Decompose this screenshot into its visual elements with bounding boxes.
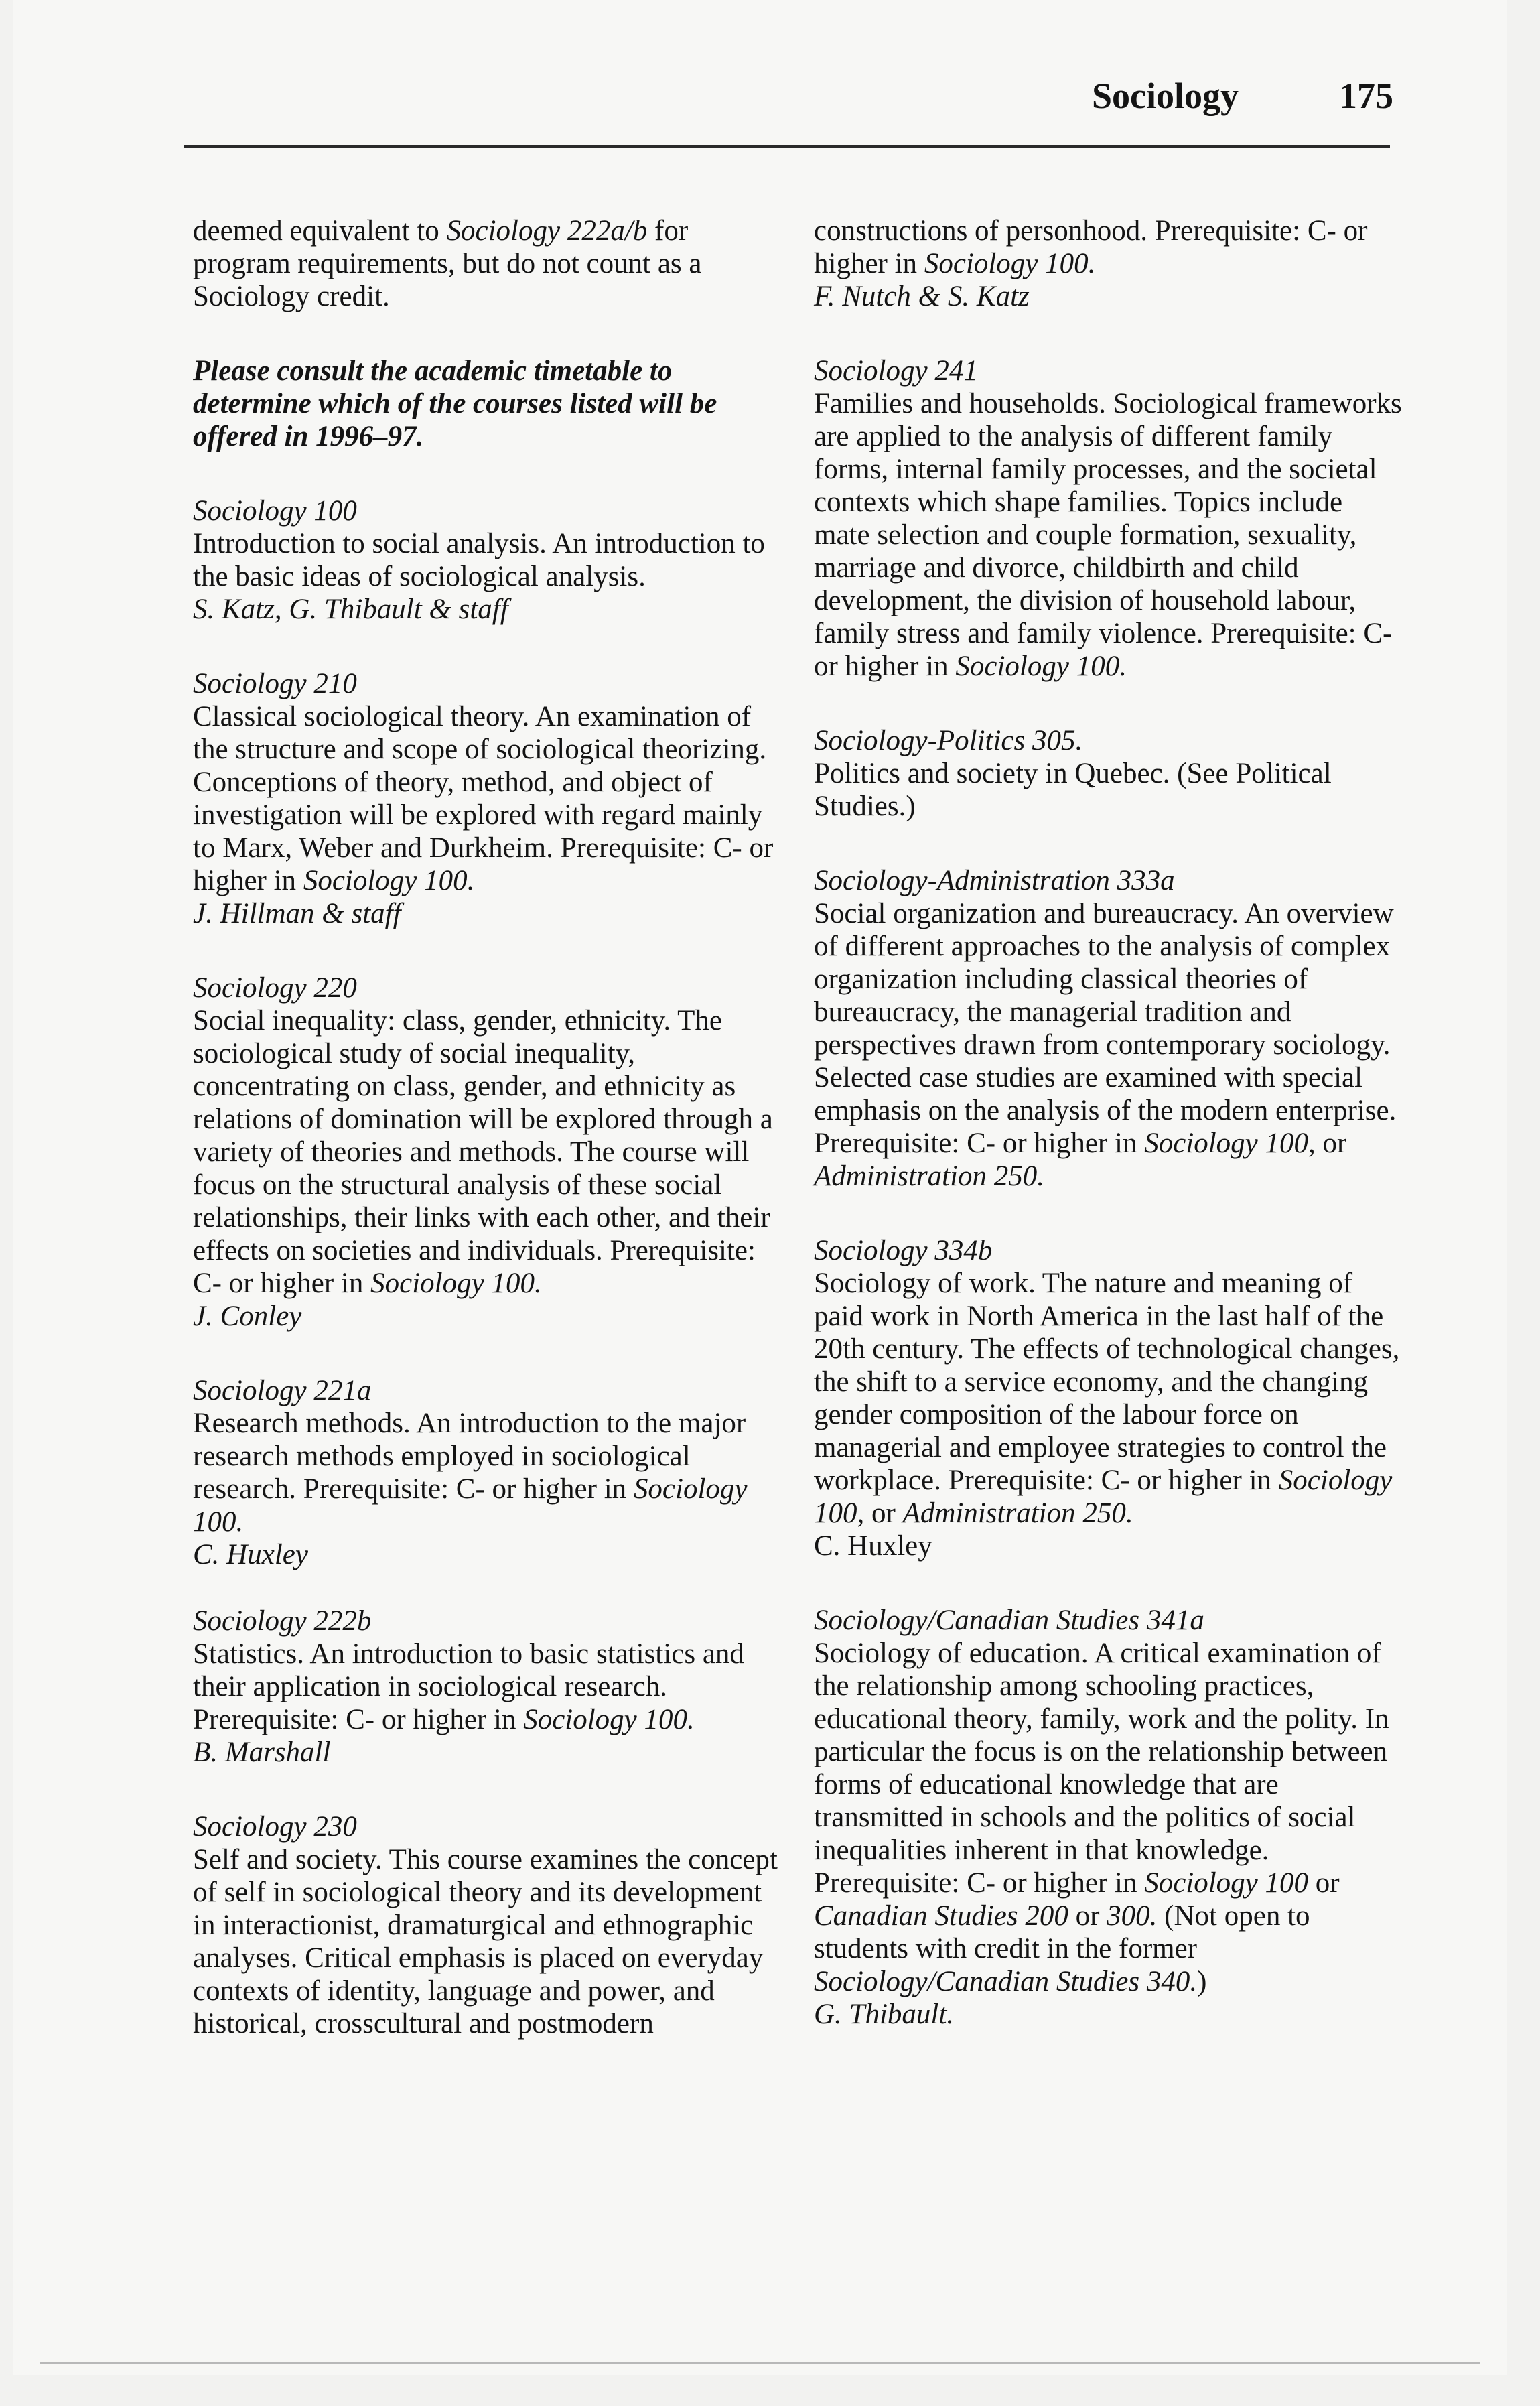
course-description: Families and households. Sociological frameworks are applied to the analysis of different family forms, internal family processes, and the societal contexts which shape families. Topics include mate selection and couple formation, sexuality, marriage and divorce, childbirth and child development, the division of household labour, family stress and family violence. Prerequisite: C- or higher in [814, 388, 1402, 682]
course-prerequisite: Sociology 100. [523, 1704, 695, 1735]
course-description: Social organization and bureaucracy. An overview of different approaches to the analysis of complex organization including classical theories of bureaucracy, the managerial tradition and perspectives drawn from contemporary sociology. Selected case studies are examined with special emphasis on the analysis of the modern enterprise. Prerequisite: C- or higher in [814, 898, 1397, 1159]
course-description: Sociology of education. A critical examination of the relationship among schooling practices, educational theory, family, work and the polity. In particular the focus is on the relationship between forms of educational knowledge that are transmitted in schools and the politics of social inequalities inherent in that knowledge. Prerequisite: C- or higher in [814, 1638, 1389, 1899]
course-note-course: Sociology/Canadian Studies 340. [814, 1966, 1198, 1997]
course-description: Statistics. An introduction to basic statistics and their application in sociological research. Prerequisite: C- or higher in [193, 1638, 744, 1735]
course-prerequisite: Administration 250. [814, 1160, 1045, 1192]
course-instructors: C. Huxley [814, 1530, 932, 1562]
course-description: Research methods. An introduction to the major research methods employed in sociological research. Prerequisite: C- or higher in [193, 1408, 746, 1505]
intro-text: deemed equivalent to [193, 215, 447, 247]
course-entry-continued [814, 214, 1403, 313]
course-text: or [1308, 1867, 1340, 1899]
course-prerequisite: Sociology 100. [955, 651, 1127, 682]
course-text: , or [857, 1497, 903, 1529]
intro-text-end: for program requirements, but do not count as a Sociology credit. [193, 215, 702, 312]
course-entry [814, 724, 1403, 823]
course-title: Sociology 100 [193, 495, 357, 527]
section-title: Sociology [1092, 76, 1239, 116]
course-title: Sociology-Administration 333a [814, 865, 1175, 896]
course-instructors: C. Huxley [193, 1539, 308, 1570]
course-title: Sociology 221a [193, 1375, 372, 1406]
intro-course: Sociology 222a/b [446, 215, 648, 247]
course-prerequisite: Sociology 100. [924, 248, 1096, 279]
course-entry [193, 972, 782, 1333]
course-entry [193, 1810, 782, 2040]
course-entry [193, 1374, 782, 1571]
course-title: Sociology 241 [814, 355, 978, 387]
course-description: Classical sociological theory. An examination of the structure and scope of sociological theorizing. Conceptions of theory, method, and object of investigation will be explored with regard mainly to Marx, Weber and Durkheim. Prerequisite: C- or higher in [193, 701, 774, 896]
course-instructors: J. Conley [193, 1300, 302, 1332]
course-prerequisite: Sociology 100 [814, 1465, 1393, 1529]
course-entry [814, 1234, 1403, 1562]
left-column [193, 214, 782, 2082]
intro-paragraph [193, 214, 782, 313]
course-prerequisite: 300. [1107, 1900, 1158, 1932]
course-prerequisite: Sociology 100. [303, 865, 475, 896]
course-prerequisite: Sociology 100 [1144, 1867, 1309, 1899]
page [13, 0, 1507, 2375]
course-entry [193, 494, 782, 626]
course-entry [193, 667, 782, 930]
course-prerequisite: Sociology 100. [193, 1473, 748, 1538]
course-text: or [1068, 1900, 1107, 1932]
course-prerequisite: Canadian Studies 200 [814, 1900, 1068, 1932]
scan-edge-line [40, 2362, 1480, 2364]
right-column [814, 214, 1403, 2072]
course-description: Sociology of work. The nature and meaning of paid work in North America in the last half of the 20th century. The effects of technological changes, the shift to a service economy, and the changing gender composition of the labour force on managerial and employee strategies to control the workplace. Prerequisite: C- or higher in [814, 1268, 1400, 1496]
course-instructors: F. Nutch & S. Katz [814, 281, 1030, 312]
course-entry [193, 1605, 782, 1769]
course-instructors: J. Hillman & staff [193, 898, 401, 929]
course-description: Politics and society in Quebec. (See Political Studies.) [814, 758, 1332, 822]
course-title: Sociology 230 [193, 1811, 357, 1843]
course-prerequisite: Administration 250. [902, 1497, 1133, 1529]
course-text: , or [1308, 1128, 1347, 1159]
course-title: Sociology-Politics 305. [814, 725, 1083, 756]
course-entry [814, 1604, 1403, 2031]
course-description: Social inequality: class, gender, ethnicity. The sociological study of social inequality, concentrating on class, gender, and ethnicity as relations of domination will be explored through a variety of theories and methods. The course will focus on the structural analysis of these social relationships, their links with each other, and their effects on societies and individuals. Prerequisite: C- or higher in [193, 1005, 773, 1299]
course-description: Self and society. This course examines the concept of self in sociological theory and its development in interactionist, dramaturgical and ethnographic analyses. Critical emphasis is placed on everyday contexts of identity, language and power, and historical, crosscultural and postmodern [193, 1844, 778, 2040]
course-note-end: ) [1197, 1966, 1207, 1997]
course-description: Introduction to social analysis. An introduction to the basic ideas of sociological analysis. [193, 528, 765, 592]
course-prerequisite: Sociology 100. [370, 1268, 542, 1299]
course-note: (Not open to students with credit in the former [814, 1900, 1310, 1964]
running-header [1092, 75, 1393, 117]
course-prerequisite: Sociology 100 [1144, 1128, 1309, 1159]
course-instructors: B. Marshall [193, 1737, 331, 1768]
course-instructors: S. Katz, G. Thibault & staff [193, 594, 508, 625]
course-description: constructions of personhood. Prerequisite: C- or higher in [814, 215, 1368, 279]
course-title: Sociology 210 [193, 668, 357, 699]
course-instructors: G. Thibault. [814, 1999, 955, 2030]
course-title: Sociology 222b [193, 1605, 372, 1637]
course-title: Sociology 220 [193, 972, 357, 1004]
course-title: Sociology/Canadian Studies 341a [814, 1605, 1204, 1636]
course-entry [814, 864, 1403, 1193]
header-rule [184, 145, 1390, 148]
course-entry [814, 354, 1403, 683]
timetable-notice: Please consult the academic timetable to determine which of the courses listed will be offered in 1996–97. [193, 355, 717, 452]
course-title: Sociology 334b [814, 1235, 993, 1266]
page-number: 175 [1339, 76, 1393, 116]
